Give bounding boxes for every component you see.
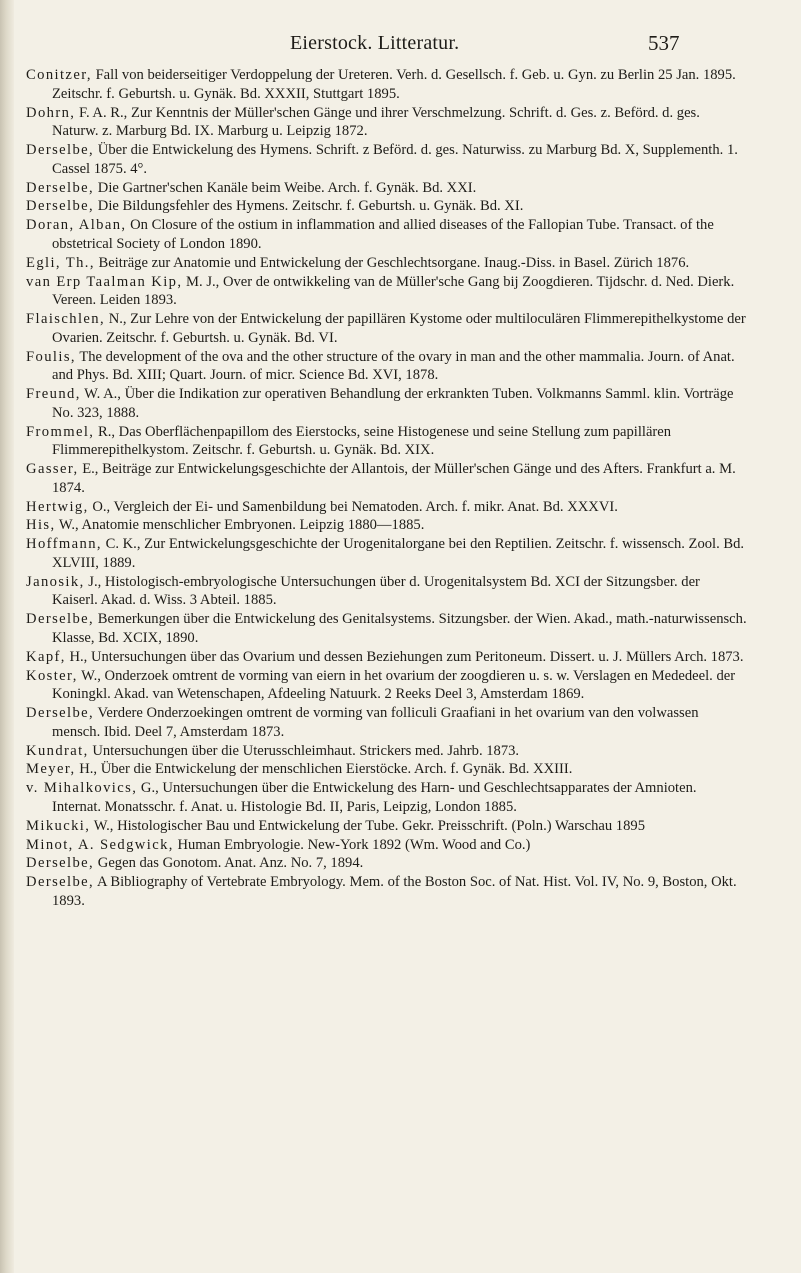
entry-citation: Human Embryologie. New-York 1892 (Wm. Wood and Co.): [173, 836, 531, 853]
bibliography-entry: [26, 535, 748, 572]
entry-citation: Fall von beiderseitiger Verdoppelung der Ureteren. Verh. d. Gesellsch. f. Geb. u. Gyn. zu Berlin 25 Jan. 1895. Zeitschr. f. Geburtsh. u. Gynäk. Bd. XXXII, Stuttgart 1895.: [52, 67, 736, 102]
running-head: Eierstock. Litteratur.: [290, 32, 460, 54]
page-number: 537: [648, 31, 680, 55]
entry-author: His,: [26, 517, 56, 534]
bibliography-entry: [26, 385, 748, 422]
entry-author: Foulis,: [26, 348, 76, 365]
entry-author: Egli, Th.,: [26, 254, 95, 271]
entry-author: v. Mihalkovics,: [26, 780, 138, 797]
entry-author: Derselbe,: [26, 705, 95, 722]
entry-citation: W., Histologischer Bau und Entwickelung der Tube. Gekr. Preisschrift. (Poln.) Warschau 1895: [90, 817, 645, 834]
bibliography-entry: [26, 348, 748, 385]
entry-author: Frommel,: [26, 423, 95, 440]
entry-citation: M. J., Over de ontwikkeling van de Müller'sche Gang bij Zoogdieren. Tijdschr. d. Ned. Dierk. Vereen. Leiden 1893.: [52, 273, 735, 309]
bibliography-entry: [26, 66, 748, 103]
entry-author: Derselbe,: [26, 874, 95, 891]
entry-citation: W. A., Über die Indikation zur operativen Behandlung der erkrankten Tuben. Volkmanns Samml. klin. Vorträge No. 323, 1888.: [52, 386, 734, 421]
entry-citation: Bemerkungen über die Entwickelung des Genitalsystems. Sitzungsber. der Wien. Akad., math.-naturwissensch. Klasse, Bd. XCIX, 1890.: [52, 611, 747, 646]
entry-citation: Untersuchungen über die Uterusschleimhaut. Strickers med. Jahrb. 1873.: [88, 742, 520, 759]
entry-author: Minot, A. Sedgwick,: [26, 836, 174, 853]
entry-citation: F. A. R., Zur Kenntnis der Müller'schen Gänge und ihrer Verschmelzung. Schrift. d. Ges. z. Beförd. d. ges. Naturw. z. Marburg Bd. IX. Marburg u. Leipzig 1872.: [52, 104, 700, 140]
bibliography-entry: [26, 273, 748, 310]
entry-citation: R., Das Oberflächenpapillom des Eierstocks, seine Histogenese und seine Stellung zum papillären Flimmerepithelkystom. Zeitschr. f. Geburtsh. u. Gynäk. Bd. XIX.: [52, 423, 672, 459]
entry-author: Janosik,: [26, 573, 85, 590]
bibliography-entry: [26, 610, 748, 647]
entry-citation: G., Untersuchungen über die Entwickelung des Harn- und Geschlechtsapparates der Amnioten. Internat. Monatsschr. f. Anat. u. Histologie Bd. II, Paris, Leipzig, London 1885.: [52, 780, 697, 815]
entry-author: van Erp Taalman Kip,: [26, 273, 183, 290]
bibliography-entry: [26, 179, 748, 198]
entry-citation: On Closure of the ostium in inflammation and allied diseases of the Fallopian Tube. Transact. of the obstetrical Society of London 1890.: [52, 217, 714, 252]
entry-author: Meyer,: [26, 761, 76, 778]
bibliography-list: [26, 66, 748, 911]
entry-author: Derselbe,: [26, 142, 95, 158]
entry-author: Koster,: [26, 667, 78, 684]
entry-citation: Die Gartner'schen Kanäle beim Weibe. Arch. f. Gynäk. Bd. XXI.: [94, 179, 477, 196]
entry-citation: The development of the ova and the other structure of the ovary in man and the other mammalia. Journ. of Anat. and Phys. Bd. XIII; Quart. Journ. of micr. Science Bd. XVI, 1878.: [52, 348, 735, 384]
entry-citation: J., Histologisch-embryologische Untersuchungen über d. Urogenitalsystem Bd. XCI der Sitzungsber. der Kaiserl. Akad. d. Wiss. 3 Abteil. 1885.: [52, 573, 700, 609]
entry-citation: Beiträge zur Anatomie und Entwickelung der Geschlechtsorgane. Inaug.-Diss. in Basel. Zürich 1876.: [94, 254, 690, 271]
entry-citation: Über die Entwickelung des Hymens. Schrift. z Beförd. d. ges. Naturwiss. zu Marburg Bd. X, Supplementh. 1. Cassel 1875. 4°.: [52, 142, 738, 177]
entry-citation: Verdere Onderzoekingen omtrent de vorming van folliculi Graafiani in het ovarium van den volwassen mensch. Ibid. Deel 7, Amsterdam 1873.: [52, 705, 699, 740]
entry-citation: E., Beiträge zur Entwickelungsgeschichte der Allantois, der Müller'schen Gänge und des Afters. Frankfurt a. M. 1874.: [52, 461, 736, 496]
bibliography-entry: [26, 498, 748, 517]
bibliography-entry: [26, 704, 748, 741]
entry-author: Doran, Alban,: [26, 217, 127, 234]
entry-citation: O., Vergleich der Ei- und Samenbildung bei Nematoden. Arch. f. mikr. Anat. Bd. XXXVI.: [88, 498, 618, 515]
entry-citation: Gegen das Gonotom. Anat. Anz. No. 7, 1894.: [94, 855, 364, 872]
entry-author: Hoffmann,: [26, 536, 102, 553]
bibliography-entry: [26, 779, 748, 816]
entry-citation: N., Zur Lehre von der Entwickelung der papillären Kystome oder multiloculären Flimmerepithelkystome der Ovarien. Zeitschr. f. Geburtsh. u. Gynäk. Bd. VI.: [52, 311, 746, 346]
entry-author: Derselbe,: [26, 198, 95, 215]
entry-author: Mikucki,: [26, 817, 91, 834]
entry-citation: A Bibliography of Vertebrate Embryology. Mem. of the Boston Soc. of Nat. Hist. Vol. IV, No. 9, Boston, Okt. 1893.: [52, 874, 737, 909]
entry-citation: W., Onderzoek omtrent de vorming van eiern in het ovarium der zoogdieren u. s. w. Verslagen en Mededeel. der Koningkl. Akad. van Wetenschapen, Afdeeling Natuurk. 2 Reeks Deel 3, Amsterdam 1869.: [52, 667, 736, 703]
page-header: [0, 16, 801, 56]
bibliography-entry: [26, 760, 748, 779]
entry-author: Derselbe,: [26, 611, 95, 628]
bibliography-entry: [26, 197, 748, 216]
entry-author: Freund,: [26, 386, 81, 403]
bibliography-entry: [26, 667, 748, 704]
bibliography-entry: [26, 310, 748, 347]
entry-author: Kapf,: [26, 648, 66, 665]
entry-author: Flaischlen,: [26, 311, 106, 328]
page-gutter-shadow: [0, 0, 14, 1273]
entry-author: Derselbe,: [26, 179, 95, 196]
entry-citation: W., Anatomie menschlicher Embryonen. Leipzig 1880—1885.: [55, 517, 425, 534]
bibliography-entry: [26, 460, 748, 497]
bibliography-entry: [26, 836, 748, 855]
bibliography-entry: [26, 817, 748, 836]
bibliography-entry: [26, 648, 748, 667]
entry-citation: Die Bildungsfehler des Hymens. Zeitschr. f. Geburtsh. u. Gynäk. Bd. XI.: [94, 198, 524, 215]
entry-author: Kundrat,: [26, 742, 89, 759]
bibliography-entry: [26, 104, 748, 141]
bibliography-entry: [26, 516, 748, 535]
bibliography-entry: [26, 216, 748, 253]
bibliography-entry: [26, 423, 748, 460]
entry-author: Dohrn,: [26, 104, 76, 121]
entry-author: Gasser,: [26, 461, 79, 478]
entry-citation: H., Untersuchungen über das Ovarium und dessen Beziehungen zum Peritoneum. Dissert. u. J. Müllers Arch. 1873.: [65, 648, 744, 665]
bibliography-entry: [26, 873, 748, 910]
bibliography-entry: [26, 573, 748, 610]
bibliography-entry: [26, 141, 748, 178]
entry-citation: C. K., Zur Entwickelungsgeschichte der Urogenitalorgane bei den Reptilien. Zeitschr. f. wissensch. Zool. Bd. XLVIII, 1889.: [52, 536, 745, 571]
bibliography-entry: [26, 742, 748, 761]
bibliography-entry: [26, 254, 748, 273]
entry-citation: H., Über die Entwickelung der menschlichen Eierstöcke. Arch. f. Gynäk. Bd. XXIII.: [75, 761, 573, 778]
entry-author: Conitzer,: [26, 67, 92, 83]
entry-author: Derselbe,: [26, 855, 95, 872]
entry-author: Hertwig,: [26, 498, 89, 515]
bibliography-entry: [26, 854, 748, 873]
